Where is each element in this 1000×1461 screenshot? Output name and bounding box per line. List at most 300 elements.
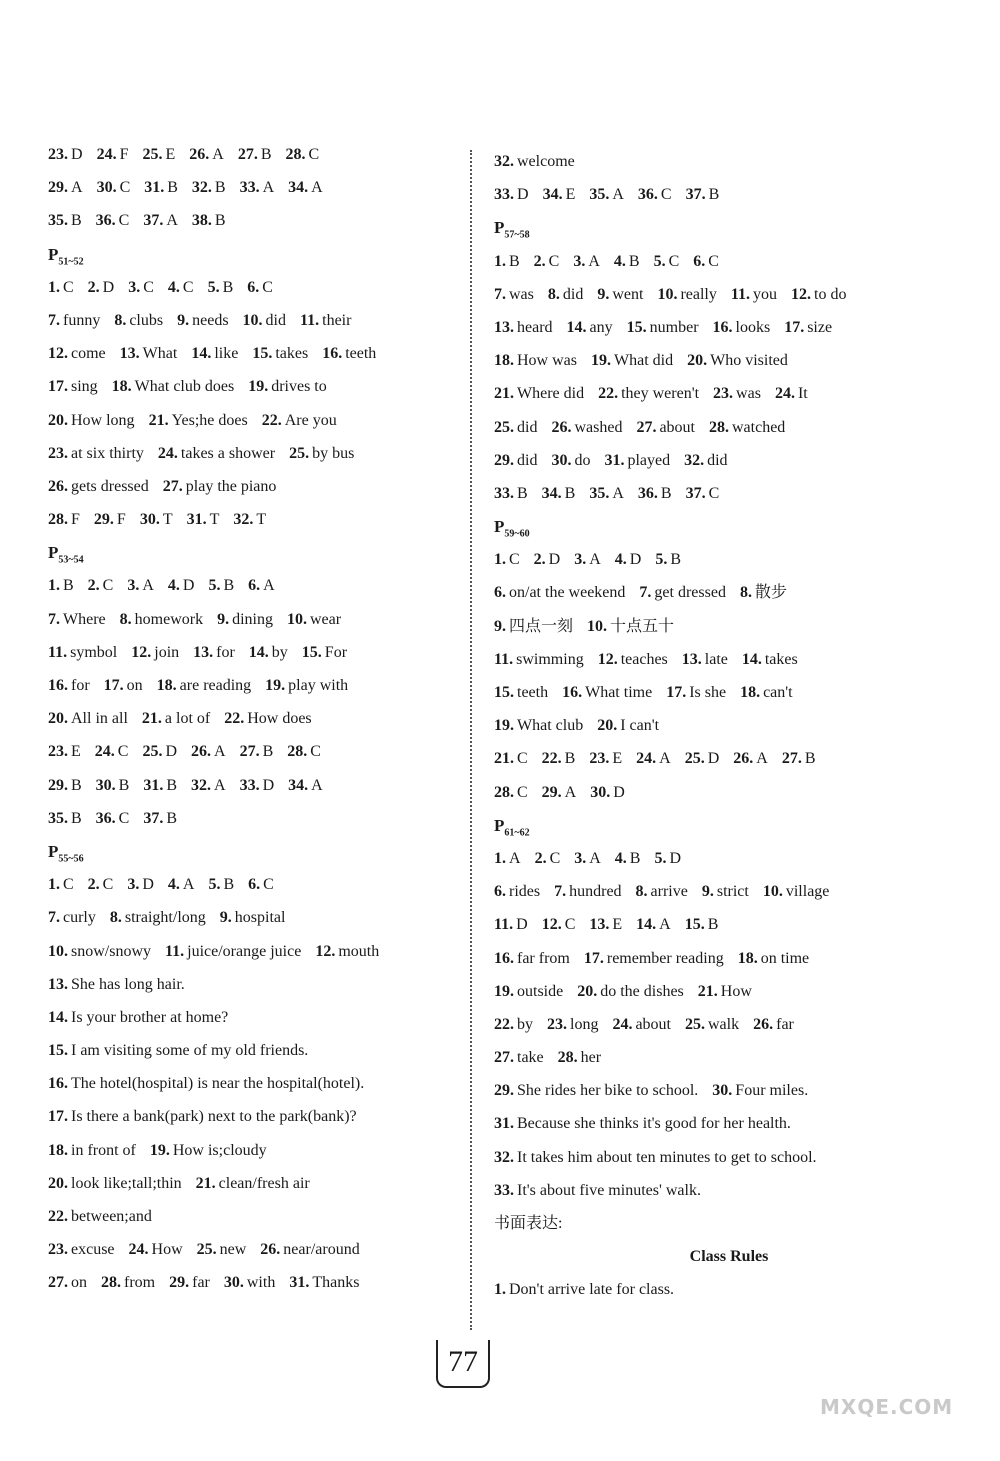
answer-item <box>191 769 226 802</box>
answer-text: A <box>612 484 624 502</box>
answer-row <box>48 271 458 304</box>
section-heading <box>48 238 458 271</box>
answer-item <box>288 769 323 802</box>
question-number: 14. <box>248 643 269 661</box>
answer-text: curly <box>63 909 96 927</box>
answer-item <box>657 278 716 311</box>
answer-item <box>775 377 808 410</box>
question-number: 25. <box>289 444 310 462</box>
answer-item <box>97 138 129 171</box>
answer-item <box>709 411 785 444</box>
question-number: 14. <box>636 916 657 934</box>
question-number: 36. <box>95 809 116 827</box>
question-number: 26. <box>733 750 754 768</box>
question-number: 15. <box>48 1042 68 1060</box>
answer-text: did <box>265 311 286 329</box>
answer-item <box>168 271 194 304</box>
answer-text: A <box>509 849 521 867</box>
section-heading-range: 53~54 <box>58 554 84 566</box>
answer-text: C <box>549 849 561 867</box>
answer-text: C <box>119 179 131 197</box>
answer-text: take <box>517 1049 544 1067</box>
answer-item <box>249 636 288 669</box>
question-number: 20. <box>48 411 68 429</box>
answer-row <box>48 735 458 768</box>
answer-row <box>48 802 458 835</box>
answer-text: hospital <box>234 909 286 927</box>
answer-text: B <box>564 484 576 502</box>
answer-item <box>494 742 528 775</box>
question-number: 12. <box>791 285 811 303</box>
answer-row <box>494 543 964 576</box>
answer-row <box>48 304 458 337</box>
answer-item <box>494 709 583 742</box>
answer-text: Are you <box>284 411 337 429</box>
answer-item <box>127 569 154 602</box>
question-number: 11. <box>300 311 320 329</box>
answer-item <box>494 610 573 643</box>
answer-item <box>48 569 74 602</box>
answer-item <box>494 875 540 908</box>
answer-text: teeth <box>517 684 549 701</box>
answer-text: What time <box>585 684 653 701</box>
answer-text: was <box>509 285 534 303</box>
answer-item <box>217 603 273 636</box>
answer-text: T <box>256 511 267 529</box>
answer-item <box>612 1008 671 1041</box>
section-heading-range: 59~60 <box>504 528 530 540</box>
answer-text: long <box>570 1015 599 1033</box>
answer-text: D <box>102 278 115 296</box>
answer-item <box>165 935 301 968</box>
question-number: 23. <box>48 1241 68 1259</box>
answer-text: new <box>219 1241 247 1259</box>
question-number: 24. <box>636 750 657 768</box>
question-number: 18. <box>494 352 514 370</box>
answer-text: It <box>797 385 808 403</box>
question-number: 11. <box>48 643 68 661</box>
answer-item <box>168 569 195 602</box>
answer-item <box>547 1008 598 1041</box>
section-heading-range: 61~62 <box>504 827 530 839</box>
answer-item <box>197 1233 247 1266</box>
question-number: 10. <box>587 617 608 635</box>
question-number: 9. <box>597 285 610 303</box>
answer-item <box>636 908 671 941</box>
answer-text: D <box>669 849 682 867</box>
answer-row <box>494 344 964 377</box>
answer-text: B <box>166 809 178 827</box>
answer-text: teaches <box>620 650 668 668</box>
answer-text: What <box>142 345 178 363</box>
question-number: 37. <box>685 484 706 502</box>
question-number: 29. <box>48 179 68 197</box>
answer-item <box>48 769 82 802</box>
section-heading-range: 57~58 <box>504 229 530 241</box>
answer-row <box>48 1233 458 1266</box>
answer-text: The hotel(hospital) is near the hospital(hotel). <box>71 1075 365 1093</box>
answer-text: B <box>166 776 178 794</box>
answer-item <box>494 1041 544 1074</box>
answer-text: How <box>720 982 752 1000</box>
answer-item <box>589 178 624 211</box>
question-number: 30. <box>551 451 572 469</box>
section-heading-letter: P <box>48 244 59 264</box>
question-number: 13. <box>589 916 610 934</box>
answer-text: B <box>509 252 520 270</box>
answer-item <box>686 477 720 510</box>
answer-text: Is your brother at home? <box>71 1008 229 1026</box>
answer-text: mouth <box>338 942 380 960</box>
answer-item <box>494 776 528 809</box>
left-answer-column <box>48 138 458 1300</box>
answer-text: do the dishes <box>600 982 684 1000</box>
answer-text: far from <box>517 949 570 967</box>
answer-row <box>48 868 458 901</box>
answer-text: B <box>71 212 82 230</box>
answer-text: A <box>589 849 601 867</box>
answer-item <box>733 742 768 775</box>
answer-text: B <box>660 484 672 502</box>
answer-text: swimming <box>516 650 584 668</box>
answer-text: A <box>214 743 226 761</box>
question-number: 7. <box>48 311 60 329</box>
answer-text: A <box>166 212 178 230</box>
question-number: 1. <box>48 876 60 894</box>
answer-item <box>543 178 576 211</box>
answer-item <box>289 437 354 470</box>
answer-item <box>589 742 622 775</box>
answer-item <box>687 344 788 377</box>
answer-text: late <box>704 650 728 668</box>
answer-item <box>285 138 319 171</box>
answer-item <box>110 901 206 934</box>
answer-item <box>494 477 528 510</box>
question-number: 31. <box>289 1274 310 1292</box>
answer-item <box>191 735 226 768</box>
section-heading-letter: P <box>494 815 505 835</box>
answer-item <box>494 145 575 178</box>
answer-item <box>48 901 96 934</box>
question-number: 28. <box>101 1274 121 1292</box>
answer-text: Yes;he does <box>171 411 248 429</box>
answer-text: did <box>517 451 538 469</box>
answer-text: about <box>635 1015 671 1033</box>
watermark-logo: MXQE.COM <box>820 1395 954 1419</box>
answer-item <box>252 337 308 370</box>
question-number: 25. <box>196 1241 217 1259</box>
answer-text: B <box>628 252 640 270</box>
question-number: 13. <box>48 975 68 993</box>
section-label: 书面表达: <box>494 1215 563 1232</box>
question-number: 3. <box>574 849 587 867</box>
answer-text: A <box>659 750 671 768</box>
answer-item <box>48 669 90 702</box>
answer-item <box>48 603 106 636</box>
question-number: 6. <box>693 252 706 270</box>
answer-item <box>494 1273 674 1306</box>
question-number: 3. <box>127 577 140 595</box>
answer-text: really <box>680 285 717 303</box>
question-number: 23. <box>547 1015 567 1033</box>
answer-item <box>112 370 235 403</box>
answer-item <box>713 377 761 410</box>
answer-item <box>494 178 529 211</box>
answer-row <box>494 643 964 676</box>
question-number: 24. <box>774 385 795 403</box>
answer-text: symbol <box>70 643 118 661</box>
answer-item <box>48 470 149 503</box>
question-number: 32. <box>684 451 705 469</box>
answer-row <box>494 576 964 609</box>
answer-text: B <box>708 186 720 204</box>
question-number: 3. <box>127 876 140 894</box>
answer-row <box>494 709 964 742</box>
answer-text: B <box>71 809 82 827</box>
answer-text: on <box>71 1274 87 1292</box>
question-number: 20. <box>48 1174 68 1192</box>
answer-text: number <box>649 318 699 336</box>
answer-item <box>191 337 238 370</box>
answer-text: snow/snowy <box>71 942 152 960</box>
answer-item <box>248 569 275 602</box>
answer-row <box>494 178 964 211</box>
answer-item <box>48 1034 308 1067</box>
answer-row <box>48 968 458 1001</box>
answer-item <box>494 1008 533 1041</box>
answer-item <box>48 1134 136 1167</box>
question-number: 31. <box>143 776 164 794</box>
section-heading-range: 55~56 <box>58 853 84 865</box>
question-number: 25. <box>142 146 163 163</box>
answer-row <box>48 1167 458 1200</box>
question-number: 6. <box>248 577 261 595</box>
question-number: 4. <box>614 551 627 569</box>
answer-text: a lot of <box>164 710 211 728</box>
answer-item <box>96 204 130 237</box>
answer-text: 四点一刻 <box>509 617 574 635</box>
answer-text: What club does <box>134 378 235 396</box>
answer-text: takes a shower <box>180 444 276 462</box>
answer-item <box>127 868 154 901</box>
question-number: 26. <box>48 477 68 495</box>
question-number: 25. <box>494 418 514 436</box>
answer-item <box>685 1008 739 1041</box>
question-number: 22. <box>261 411 282 429</box>
question-number: 31. <box>604 451 625 469</box>
question-number: 34. <box>541 484 562 502</box>
answer-text: E <box>165 146 176 163</box>
column-divider <box>470 150 472 1330</box>
question-number: 13. <box>193 643 214 661</box>
question-number: 5. <box>207 278 220 296</box>
answer-item <box>48 1001 228 1034</box>
question-number: 1. <box>494 1281 506 1299</box>
question-number: 22. <box>598 385 619 403</box>
question-number: 12. <box>541 916 562 934</box>
answer-row <box>494 278 964 311</box>
answer-item <box>96 802 130 835</box>
section-heading <box>48 835 458 868</box>
answer-item <box>315 935 379 968</box>
answer-row <box>48 603 458 636</box>
answer-text: they weren't <box>621 385 700 403</box>
answer-item <box>240 735 274 768</box>
answer-item <box>494 1107 791 1140</box>
answer-row <box>494 1141 964 1174</box>
answer-text: dining <box>232 610 273 628</box>
answer-text: Four miles. <box>735 1082 809 1100</box>
answer-text: What did <box>614 352 674 370</box>
answer-row <box>494 245 964 278</box>
question-number: 19. <box>494 982 514 1000</box>
answer-item <box>574 842 601 875</box>
question-number: 6. <box>247 278 260 296</box>
answer-item <box>494 411 537 444</box>
answer-item <box>287 735 321 768</box>
answer-row <box>48 1134 458 1167</box>
answer-item <box>48 636 117 669</box>
answer-text: sing <box>71 378 98 396</box>
question-number: 32. <box>494 153 514 170</box>
question-number: 9. <box>219 909 232 927</box>
answer-item <box>638 178 672 211</box>
answer-item <box>48 171 83 204</box>
answer-text: look like;tall;thin <box>71 1174 182 1192</box>
question-number: 8. <box>547 285 560 303</box>
answer-text: heard <box>517 318 553 336</box>
question-number: 24. <box>157 444 178 462</box>
question-number: 17. <box>103 677 124 694</box>
question-number: 29. <box>541 783 562 801</box>
answer-item <box>712 1074 808 1107</box>
answer-item <box>567 311 613 344</box>
answer-item <box>95 735 129 768</box>
answer-text: play with <box>288 677 349 694</box>
answer-item <box>240 769 275 802</box>
question-number: 33. <box>494 1181 514 1199</box>
answer-row <box>48 337 458 370</box>
answer-text: B <box>260 146 272 163</box>
answer-item <box>48 702 128 735</box>
question-number: 33. <box>239 776 260 794</box>
question-number: 9. <box>177 311 190 329</box>
answer-item <box>220 901 286 934</box>
section-heading-range: 51~52 <box>58 255 84 267</box>
question-number: 28. <box>708 418 729 436</box>
answer-text: are reading <box>179 677 252 694</box>
answer-item <box>627 311 699 344</box>
answer-item <box>48 802 82 835</box>
question-number: 33. <box>239 179 260 197</box>
answer-text: do <box>574 451 591 469</box>
answer-text: A <box>589 551 601 569</box>
question-number: 35. <box>589 186 610 204</box>
answer-item <box>534 543 561 576</box>
answer-item <box>193 636 235 669</box>
answer-text: come <box>71 345 106 363</box>
answer-text: to do <box>814 285 847 303</box>
question-number: 32. <box>233 511 254 529</box>
answer-text: at six thirty <box>71 444 144 462</box>
question-number: 36. <box>95 212 116 230</box>
question-number: 11. <box>494 650 514 668</box>
answer-text: watched <box>731 418 786 436</box>
answer-row <box>494 610 964 643</box>
answer-item <box>551 411 622 444</box>
question-number: 21. <box>148 411 169 429</box>
answer-text: C <box>118 212 130 230</box>
answer-text: was <box>736 385 761 403</box>
answer-item <box>685 908 719 941</box>
answer-text: B <box>63 577 74 595</box>
question-number: 7. <box>48 610 60 628</box>
answer-item <box>88 868 114 901</box>
answer-item <box>494 444 537 477</box>
answer-text: B <box>262 743 274 761</box>
answer-item <box>598 377 699 410</box>
answer-item <box>685 742 720 775</box>
question-number: 23. <box>48 444 68 462</box>
answer-row <box>494 1041 964 1074</box>
question-number: 16. <box>712 318 733 336</box>
question-number: 4. <box>167 278 180 296</box>
question-number: 27. <box>781 750 802 768</box>
answer-text: E <box>565 186 576 204</box>
question-number: 17. <box>48 1108 68 1126</box>
answer-text: looks <box>735 318 771 336</box>
answer-text: B <box>223 876 235 894</box>
answer-text: C <box>517 750 528 768</box>
answer-text: Because she thinks it's good for her health. <box>517 1115 791 1133</box>
question-number: 28. <box>48 511 68 529</box>
answer-item <box>590 776 625 809</box>
question-number: 7. <box>494 285 506 303</box>
answer-item <box>591 344 673 377</box>
answer-text: their <box>322 311 352 329</box>
answer-row <box>494 942 964 975</box>
answer-item <box>654 245 680 278</box>
answer-row <box>494 145 964 178</box>
question-number: 21. <box>494 750 514 768</box>
answer-text: B <box>167 179 178 197</box>
section-heading <box>48 536 458 569</box>
answer-text: C <box>668 252 680 270</box>
page-number: 77 <box>436 1340 490 1388</box>
answer-row <box>48 171 458 204</box>
answer-row <box>48 138 458 171</box>
question-number: 5. <box>208 876 221 894</box>
answer-item <box>238 138 272 171</box>
answer-item <box>589 908 622 941</box>
answer-text: by <box>271 643 288 661</box>
question-number: 24. <box>612 1015 633 1033</box>
answer-item <box>233 503 266 536</box>
answer-item <box>140 503 173 536</box>
answer-text: How does <box>247 710 312 728</box>
answer-item <box>157 669 252 702</box>
question-number: 2. <box>87 577 100 595</box>
answer-item <box>101 1266 155 1299</box>
answer-text: F <box>71 511 80 529</box>
section-heading-letter: P <box>48 543 59 563</box>
answer-item <box>636 875 688 908</box>
answer-item <box>494 975 563 1008</box>
answer-text: D <box>142 876 154 894</box>
answer-text: She has long hair. <box>71 975 185 993</box>
question-number: 8. <box>739 584 752 602</box>
question-number: 1. <box>494 252 506 270</box>
